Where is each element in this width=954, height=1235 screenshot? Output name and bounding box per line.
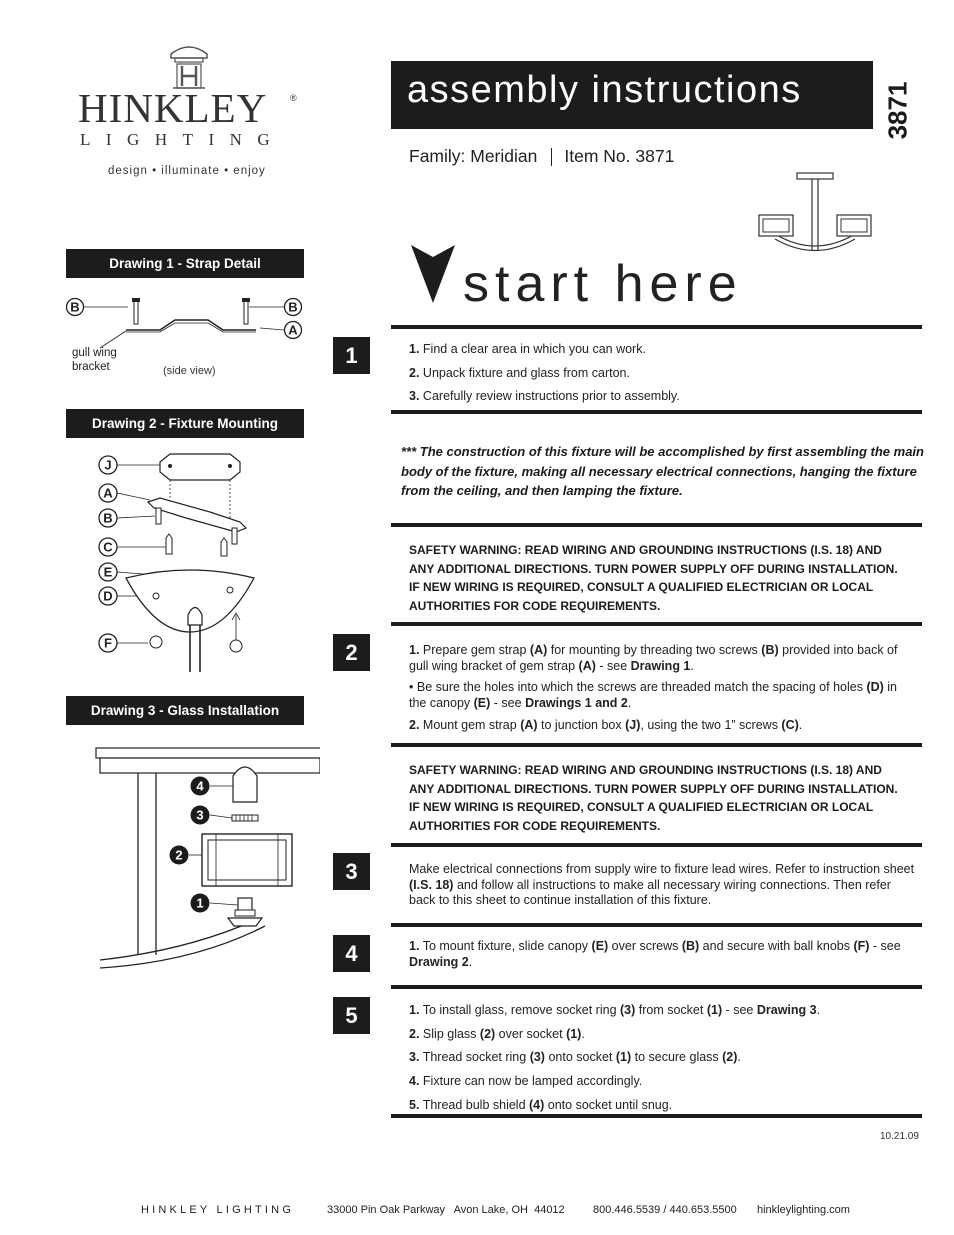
safety-warning-1: SAFETY WARNING: READ WIRING AND GROUNDING INSTRUCTIONS (I.S. 18) AND ANY ADDITIONAL DIRECTIONS. TURN POWER SUPPLY OFF DURING INSTALLATION. IF NEW WIRING IS REQUIRED, CONSULT A QUALIFIED ELECTRICIAN OR LOCAL AUTHORITIES FOR CODE REQUIREMENTS. xyxy=(409,543,898,613)
rule-step-3-bottom xyxy=(391,923,922,927)
rule-step-1-bottom xyxy=(391,410,922,414)
revision-date: 10.21.09 xyxy=(880,1131,919,1142)
drawing-2-fixture-mounting xyxy=(60,450,320,675)
rule-step-1-top xyxy=(391,325,922,329)
list-item: 2. Slip glass (2) over socket (1). xyxy=(409,1026,585,1041)
registered-mark: ® xyxy=(290,93,297,103)
drawing-3-title: Drawing 3 - Glass Installation xyxy=(66,696,304,725)
drawing-1-title: Drawing 1 - Strap Detail xyxy=(66,249,304,278)
rule-step-5-bottom xyxy=(391,1114,922,1118)
item-label: Item No. 3871 xyxy=(564,146,675,166)
fixture-thumbnail-icon xyxy=(755,172,880,257)
footer-website-link[interactable]: hinkleylighting.com xyxy=(757,1204,850,1216)
safety-warning-2: SAFETY WARNING: READ WIRING AND GROUNDING INSTRUCTIONS (I.S. 18) AND ANY ADDITIONAL DIRECTIONS. TURN POWER SUPPLY OFF DURING INSTALLATION. IF NEW WIRING IS REQUIRED, CONSULT A QUALIFIED ELECTRICIAN OR LOCAL AUTHORITIES FOR CODE REQUIREMENTS. xyxy=(409,763,898,833)
list-item: 1. To install glass, remove socket ring (3) from socket (1) - see Drawing 3. xyxy=(409,1003,821,1017)
rule-step-4-bottom xyxy=(391,985,922,989)
step-5-number: 5 xyxy=(333,997,370,1034)
callout-a-label: A xyxy=(288,322,298,338)
brand-tagline: design • illuminate • enjoy xyxy=(108,165,266,177)
footer-address: 33000 Pin Oak Parkway Avon Lake, OH 44012 xyxy=(327,1204,565,1216)
list-item: 2. Unpack fixture and glass from carton. xyxy=(409,365,630,380)
page-title: assembly instructions xyxy=(391,61,873,129)
drawing-3-glass-installation xyxy=(60,740,320,970)
family-line xyxy=(409,146,674,167)
step-2-text xyxy=(409,643,909,741)
item-number-vertical xyxy=(868,70,928,140)
start-here-heading: start here xyxy=(463,255,743,313)
list-item: 3. Thread socket ring (3) onto socket (1) to secure glass (2). xyxy=(409,1050,741,1065)
brand-name: HINKLEY xyxy=(78,85,268,131)
step-2-number: 2 xyxy=(333,634,370,671)
step-4-text xyxy=(409,939,909,978)
callout-d: D xyxy=(103,588,113,604)
gull-wing-bracket-caption: gull wing bracket xyxy=(72,347,117,373)
callout-f: F xyxy=(104,635,112,651)
step-4-number: 4 xyxy=(333,935,370,972)
list-item: • Be sure the holes into which the screws are threaded match the spacing of holes (D) in the canopy (E) - see Drawings 1 and 2. xyxy=(409,680,897,710)
list-item: 3. Carefully review instructions prior to assembly. xyxy=(409,389,680,404)
rule-warning-1-bottom xyxy=(391,622,922,626)
list-item: 4. Fixture can now be lamped accordingly. xyxy=(409,1073,643,1088)
rule-step-2-bottom xyxy=(391,743,922,747)
list-item: 5. Thread bulb shield (4) onto socket until snug. xyxy=(409,1097,673,1112)
footer-brand: HINKLEY LIGHTING xyxy=(141,1204,295,1216)
step-3-number: 3 xyxy=(333,853,370,890)
list-item: 1. To mount fixture, slide canopy (E) over screws (B) and secure with ball knobs (F) - see Drawing 2. xyxy=(409,939,901,969)
item-number-vertical-text: 3871 xyxy=(882,81,913,140)
brand-subtitle: LIGHTING xyxy=(80,130,286,149)
callout-j: J xyxy=(104,457,112,473)
callout-b-left-label: B xyxy=(70,299,80,315)
footer-phone: 800.446.5539 / 440.653.5500 xyxy=(593,1204,737,1216)
list-item: Make electrical connections from supply wire to fixture lead wires. Refer to instruction sheet (I.S. 18) and follow all instructions to make all necessary wiring connections. Then refer back to this sheet to continue installation of this fixture. xyxy=(409,862,915,908)
drawing-2-title: Drawing 2 - Fixture Mounting xyxy=(66,409,304,438)
family-separator xyxy=(551,148,552,166)
callout-b-d2: B xyxy=(103,510,113,526)
side-view-caption: (side view) xyxy=(163,365,216,377)
list-item: 2. Mount gem strap (A) to junction box (J), using the two 1” screws (C). xyxy=(409,717,803,732)
callout-1: 1 xyxy=(196,895,204,911)
rule-warning-1-top xyxy=(391,523,922,527)
callout-2: 2 xyxy=(175,847,183,863)
step-5-text xyxy=(409,1003,919,1121)
step-1-number: 1 xyxy=(333,337,370,374)
callout-c: C xyxy=(103,539,113,555)
family-label: Family: Meridian xyxy=(409,146,538,166)
callout-4: 4 xyxy=(196,778,204,794)
callout-b-right-label: B xyxy=(288,299,298,315)
start-arrow-icon xyxy=(409,243,457,303)
rule-warning-2-bottom xyxy=(391,843,922,847)
construction-notice: *** The construction of this fixture will be accomplished by first assembling the main body of the fixture, making all necessary electrical connections, hanging the fixture from the ceiling, and then lamping the fixture. xyxy=(401,444,924,498)
list-item: 1. Prepare gem strap (A) for mounting by threading two screws (B) provided into back of gull wing bracket of gem strap (A) - see Drawing 1. xyxy=(409,643,898,673)
callout-e: E xyxy=(103,564,113,580)
list-item: 1. Find a clear area in which you can work. xyxy=(409,342,646,356)
callout-a-d2: A xyxy=(103,485,113,501)
callout-3: 3 xyxy=(196,807,204,823)
step-1-text xyxy=(409,342,919,413)
step-3-text xyxy=(409,862,917,917)
